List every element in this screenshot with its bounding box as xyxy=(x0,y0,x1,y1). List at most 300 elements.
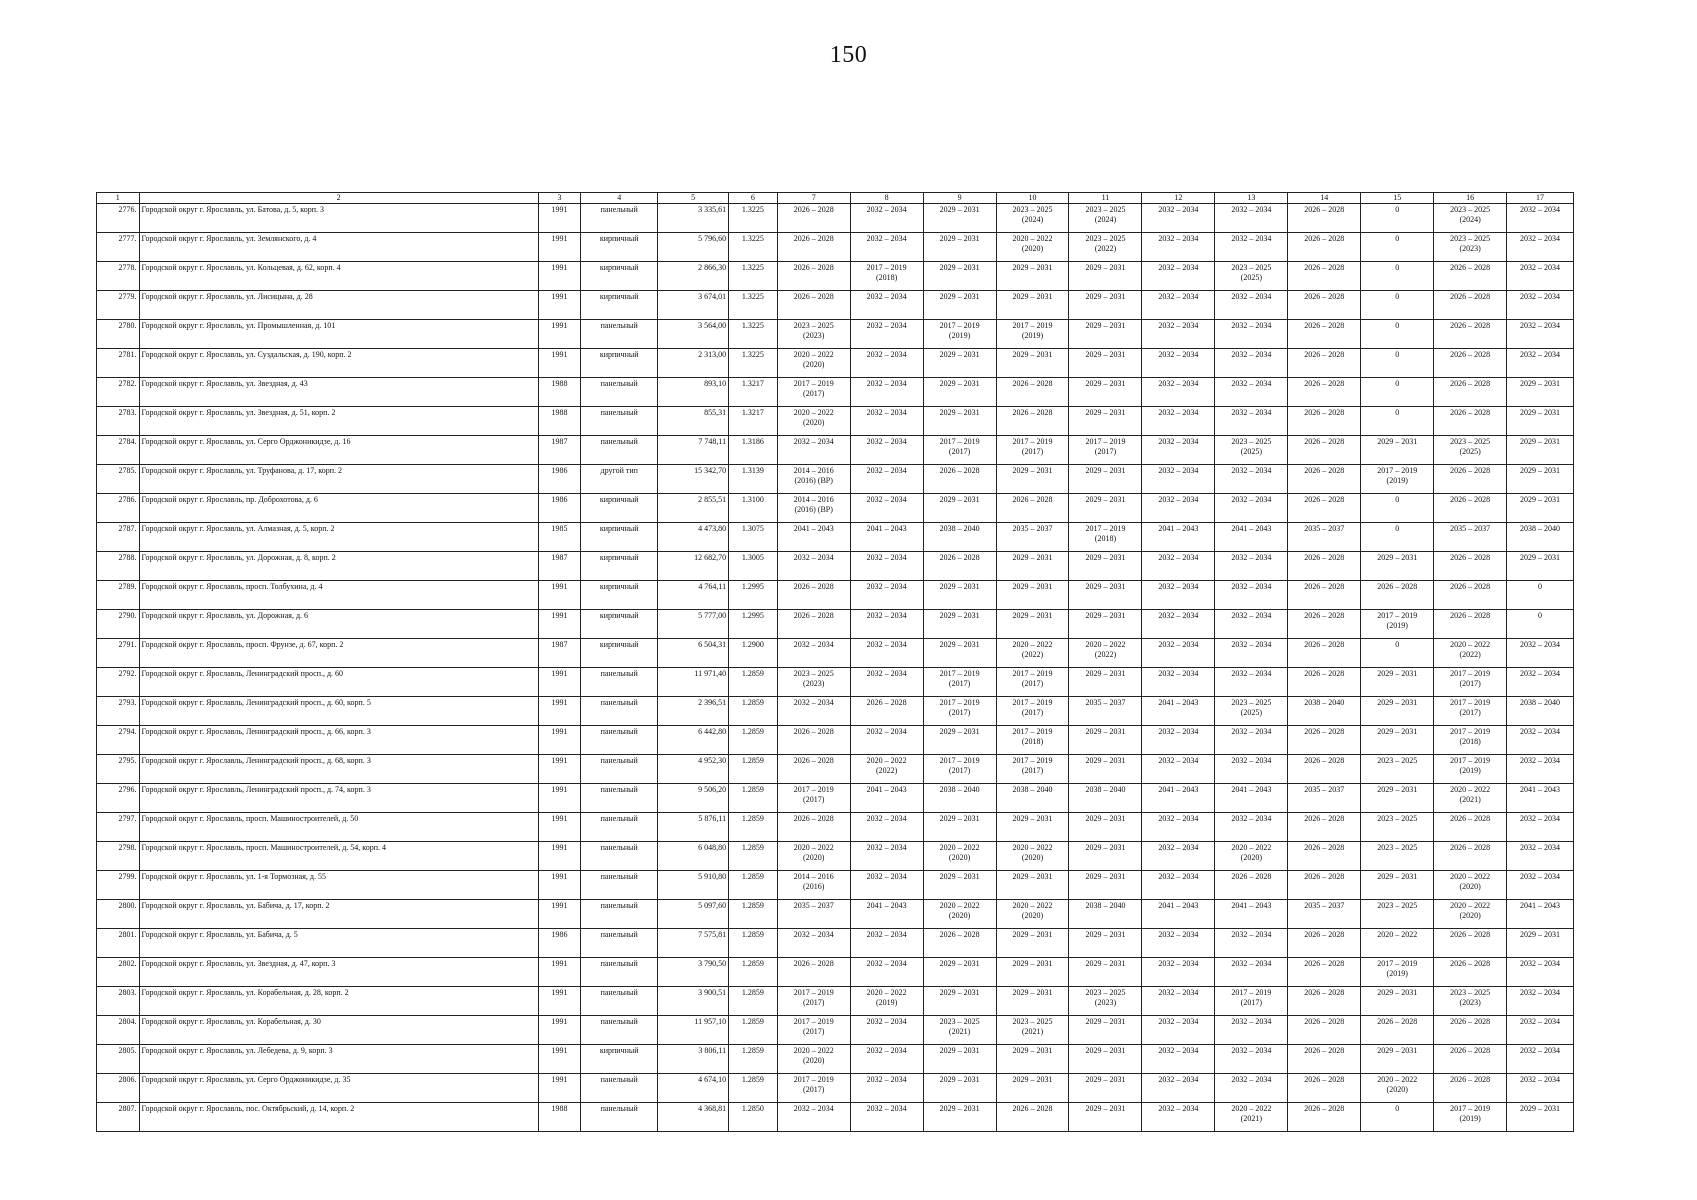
address-cell: Городской округ г. Ярославль, ул. Кольцевая, д. 62, корп. 4 xyxy=(139,262,538,291)
value-cell-col-8: 2041 – 2043 xyxy=(850,900,923,929)
value-cell-col-3: 1991 xyxy=(538,900,581,929)
value-cell-col-6: 1.3225 xyxy=(729,204,778,233)
value-cell-col-9: 2029 – 2031 xyxy=(923,813,996,842)
value-cell-col-14: 2026 – 2028 xyxy=(1288,610,1361,639)
value-cell-col-9: 2038 – 2040 xyxy=(923,784,996,813)
value-cell-col-10: 2026 – 2028 xyxy=(996,494,1069,523)
value-cell-col-7: 2017 – 2019 (2017) xyxy=(777,987,850,1016)
row-number-cell: 2803. xyxy=(97,987,140,1016)
value-cell-col-17: 2038 – 2040 xyxy=(1507,523,1574,552)
value-cell-col-14: 2026 – 2028 xyxy=(1288,1103,1361,1132)
value-cell-col-14: 2026 – 2028 xyxy=(1288,233,1361,262)
value-cell-col-3: 1991 xyxy=(538,291,581,320)
value-cell-col-13: 2023 – 2025 (2025) xyxy=(1215,697,1288,726)
value-cell-col-14: 2026 – 2028 xyxy=(1288,987,1361,1016)
value-cell-col-12: 2032 – 2034 xyxy=(1142,987,1215,1016)
value-cell-col-8: 2032 – 2034 xyxy=(850,929,923,958)
row-number-cell: 2791. xyxy=(97,639,140,668)
value-cell-col-17: 2038 – 2040 xyxy=(1507,697,1574,726)
address-cell: Городской округ г. Ярославль, ул. Бабича, д. 5 xyxy=(139,929,538,958)
table-row xyxy=(97,204,1574,233)
value-cell-col-16: 2026 – 2028 xyxy=(1434,378,1507,407)
value-cell-col-15: 2020 – 2022 (2020) xyxy=(1361,1074,1434,1103)
value-cell-col-15: 2029 – 2031 xyxy=(1361,436,1434,465)
value-cell-col-17: 0 xyxy=(1507,581,1574,610)
value-cell-col-7: 2020 – 2022 (2020) xyxy=(777,407,850,436)
value-cell-col-12: 2032 – 2034 xyxy=(1142,871,1215,900)
value-cell-col-6: 1.2859 xyxy=(729,958,778,987)
value-cell-col-14: 2026 – 2028 xyxy=(1288,842,1361,871)
value-cell-col-16: 2023 – 2025 (2023) xyxy=(1434,987,1507,1016)
value-cell-col-17: 2032 – 2034 xyxy=(1507,871,1574,900)
value-cell-col-7: 2026 – 2028 xyxy=(777,291,850,320)
value-cell-col-4: кирпичный xyxy=(581,552,658,581)
address-cell: Городской округ г. Ярославль, ул. Дорожная, д. 6 xyxy=(139,610,538,639)
value-cell-col-13: 2032 – 2034 xyxy=(1215,726,1288,755)
value-cell-col-10: 2029 – 2031 xyxy=(996,610,1069,639)
value-cell-col-3: 1991 xyxy=(538,349,581,378)
value-cell-col-6: 1.3225 xyxy=(729,262,778,291)
value-cell-col-9: 2017 – 2019 (2019) xyxy=(923,320,996,349)
area-cell: 5 910,80 xyxy=(658,871,729,900)
value-cell-col-6: 1.2859 xyxy=(729,987,778,1016)
value-cell-col-3: 1991 xyxy=(538,871,581,900)
value-cell-col-13: 2032 – 2034 xyxy=(1215,407,1288,436)
address-cell: Городской округ г. Ярославль, ул. Лисицына, д. 28 xyxy=(139,291,538,320)
value-cell-col-13: 2032 – 2034 xyxy=(1215,552,1288,581)
value-cell-col-3: 1991 xyxy=(538,668,581,697)
value-cell-col-3: 1991 xyxy=(538,1074,581,1103)
value-cell-col-15: 2023 – 2025 xyxy=(1361,900,1434,929)
value-cell-col-6: 1.2859 xyxy=(729,842,778,871)
value-cell-col-16: 2026 – 2028 xyxy=(1434,1074,1507,1103)
value-cell-col-6: 1.2859 xyxy=(729,900,778,929)
address-cell: Городской округ г. Ярославль, ул. Батова, д. 5, корп. 3 xyxy=(139,204,538,233)
value-cell-col-15: 0 xyxy=(1361,1103,1434,1132)
value-cell-col-13: 2023 – 2025 (2025) xyxy=(1215,436,1288,465)
column-number-9: 9 xyxy=(923,193,996,204)
value-cell-col-7: 2026 – 2028 xyxy=(777,233,850,262)
value-cell-col-6: 1.2859 xyxy=(729,1074,778,1103)
value-cell-col-4: панельный xyxy=(581,668,658,697)
value-cell-col-15: 0 xyxy=(1361,349,1434,378)
area-cell: 2 866,30 xyxy=(658,262,729,291)
value-cell-col-17: 2041 – 2043 xyxy=(1507,784,1574,813)
area-cell: 12 682,70 xyxy=(658,552,729,581)
value-cell-col-9: 2029 – 2031 xyxy=(923,291,996,320)
value-cell-col-10: 2029 – 2031 xyxy=(996,1045,1069,1074)
value-cell-col-10: 2029 – 2031 xyxy=(996,813,1069,842)
value-cell-col-12: 2032 – 2034 xyxy=(1142,726,1215,755)
value-cell-col-12: 2032 – 2034 xyxy=(1142,610,1215,639)
value-cell-col-16: 2026 – 2028 xyxy=(1434,552,1507,581)
value-cell-col-14: 2026 – 2028 xyxy=(1288,436,1361,465)
value-cell-col-6: 1.2995 xyxy=(729,610,778,639)
row-number-cell: 2795. xyxy=(97,755,140,784)
address-cell: Городской округ г. Ярославль, ул. Звездная, д. 47, корп. 3 xyxy=(139,958,538,987)
value-cell-col-15: 2026 – 2028 xyxy=(1361,581,1434,610)
value-cell-col-7: 2023 – 2025 (2023) xyxy=(777,320,850,349)
area-cell: 7 575,81 xyxy=(658,929,729,958)
value-cell-col-10: 2020 – 2022 (2020) xyxy=(996,233,1069,262)
value-cell-col-3: 1986 xyxy=(538,494,581,523)
row-number-cell: 2799. xyxy=(97,871,140,900)
value-cell-col-14: 2026 – 2028 xyxy=(1288,871,1361,900)
value-cell-col-16: 2020 – 2022 (2022) xyxy=(1434,639,1507,668)
value-cell-col-16: 2026 – 2028 xyxy=(1434,407,1507,436)
value-cell-col-13: 2032 – 2034 xyxy=(1215,204,1288,233)
table-row xyxy=(97,610,1574,639)
value-cell-col-12: 2032 – 2034 xyxy=(1142,1016,1215,1045)
row-number-cell: 2794. xyxy=(97,726,140,755)
value-cell-col-15: 2029 – 2031 xyxy=(1361,1045,1434,1074)
value-cell-col-9: 2038 – 2040 xyxy=(923,523,996,552)
value-cell-col-4: другой тип xyxy=(581,465,658,494)
value-cell-col-9: 2029 – 2031 xyxy=(923,987,996,1016)
value-cell-col-10: 2020 – 2022 (2022) xyxy=(996,639,1069,668)
value-cell-col-13: 2032 – 2034 xyxy=(1215,958,1288,987)
value-cell-col-4: кирпичный xyxy=(581,262,658,291)
table-row xyxy=(97,900,1574,929)
value-cell-col-4: панельный xyxy=(581,871,658,900)
value-cell-col-12: 2032 – 2034 xyxy=(1142,494,1215,523)
value-cell-col-6: 1.3225 xyxy=(729,349,778,378)
table-row xyxy=(97,465,1574,494)
value-cell-col-8: 2032 – 2034 xyxy=(850,813,923,842)
value-cell-col-15: 0 xyxy=(1361,262,1434,291)
value-cell-col-6: 1.3217 xyxy=(729,378,778,407)
value-cell-col-17: 2032 – 2034 xyxy=(1507,262,1574,291)
value-cell-col-11: 2029 – 2031 xyxy=(1069,871,1142,900)
value-cell-col-17: 2032 – 2034 xyxy=(1507,1016,1574,1045)
value-cell-col-16: 2026 – 2028 xyxy=(1434,349,1507,378)
value-cell-col-16: 2026 – 2028 xyxy=(1434,842,1507,871)
value-cell-col-16: 2017 – 2019 (2019) xyxy=(1434,755,1507,784)
value-cell-col-14: 2026 – 2028 xyxy=(1288,668,1361,697)
value-cell-col-10: 2026 – 2028 xyxy=(996,378,1069,407)
address-cell: Городской округ г. Ярославль, пос. Октябрьский, д. 14, корп. 2 xyxy=(139,1103,538,1132)
value-cell-col-3: 1991 xyxy=(538,262,581,291)
value-cell-col-15: 2023 – 2025 xyxy=(1361,755,1434,784)
value-cell-col-4: панельный xyxy=(581,842,658,871)
column-number-15: 15 xyxy=(1361,193,1434,204)
row-number-cell: 2780. xyxy=(97,320,140,349)
value-cell-col-7: 2032 – 2034 xyxy=(777,1103,850,1132)
value-cell-col-17: 2032 – 2034 xyxy=(1507,639,1574,668)
area-cell: 4 368,81 xyxy=(658,1103,729,1132)
value-cell-col-12: 2041 – 2043 xyxy=(1142,784,1215,813)
table-row xyxy=(97,639,1574,668)
value-cell-col-17: 2032 – 2034 xyxy=(1507,813,1574,842)
address-cell: Городской округ г. Ярославль, ул. Звездная, д. 43 xyxy=(139,378,538,407)
row-number-cell: 2788. xyxy=(97,552,140,581)
value-cell-col-8: 2032 – 2034 xyxy=(850,291,923,320)
address-cell: Городской округ г. Ярославль, ул. Серго Орджоникидзе, д. 35 xyxy=(139,1074,538,1103)
value-cell-col-17: 2032 – 2034 xyxy=(1507,987,1574,1016)
value-cell-col-9: 2017 – 2019 (2017) xyxy=(923,697,996,726)
value-cell-col-12: 2032 – 2034 xyxy=(1142,378,1215,407)
column-number-8: 8 xyxy=(850,193,923,204)
value-cell-col-11: 2029 – 2031 xyxy=(1069,1016,1142,1045)
value-cell-col-7: 2041 – 2043 xyxy=(777,523,850,552)
value-cell-col-11: 2029 – 2031 xyxy=(1069,494,1142,523)
value-cell-col-7: 2026 – 2028 xyxy=(777,204,850,233)
value-cell-col-11: 2029 – 2031 xyxy=(1069,349,1142,378)
column-number-6: 6 xyxy=(729,193,778,204)
address-cell: Городской округ г. Ярославль, ул. Суздальская, д. 190, корп. 2 xyxy=(139,349,538,378)
value-cell-col-17: 2029 – 2031 xyxy=(1507,494,1574,523)
value-cell-col-9: 2029 – 2031 xyxy=(923,610,996,639)
address-cell: Городской округ г. Ярославль, Ленинградский просп., д. 66, корп. 3 xyxy=(139,726,538,755)
value-cell-col-10: 2029 – 2031 xyxy=(996,552,1069,581)
value-cell-col-3: 1991 xyxy=(538,697,581,726)
value-cell-col-10: 2026 – 2028 xyxy=(996,407,1069,436)
value-cell-col-16: 2026 – 2028 xyxy=(1434,262,1507,291)
value-cell-col-16: 2026 – 2028 xyxy=(1434,929,1507,958)
value-cell-col-7: 2014 – 2016 (2016) xyxy=(777,871,850,900)
value-cell-col-14: 2026 – 2028 xyxy=(1288,494,1361,523)
value-cell-col-4: панельный xyxy=(581,1103,658,1132)
value-cell-col-4: панельный xyxy=(581,1074,658,1103)
address-cell: Городской округ г. Ярославль, ул. Серго Орджоникидзе, д. 16 xyxy=(139,436,538,465)
value-cell-col-3: 1986 xyxy=(538,929,581,958)
value-cell-col-13: 2032 – 2034 xyxy=(1215,755,1288,784)
area-cell: 9 506,20 xyxy=(658,784,729,813)
table-row xyxy=(97,871,1574,900)
value-cell-col-9: 2029 – 2031 xyxy=(923,1103,996,1132)
value-cell-col-13: 2032 – 2034 xyxy=(1215,610,1288,639)
value-cell-col-13: 2017 – 2019 (2017) xyxy=(1215,987,1288,1016)
address-cell: Городской округ г. Ярославль, просп. Фрунзе, д. 67, корп. 2 xyxy=(139,639,538,668)
value-cell-col-6: 1.2859 xyxy=(729,1016,778,1045)
table-row xyxy=(97,1103,1574,1132)
value-cell-col-9: 2029 – 2031 xyxy=(923,958,996,987)
value-cell-col-10: 2017 – 2019 (2017) xyxy=(996,755,1069,784)
value-cell-col-16: 2017 – 2019 (2018) xyxy=(1434,726,1507,755)
table-row xyxy=(97,552,1574,581)
address-cell: Городской округ г. Ярославль, ул. Дорожная, д. 8, корп. 2 xyxy=(139,552,538,581)
value-cell-col-10: 2029 – 2031 xyxy=(996,871,1069,900)
area-cell: 3 674,01 xyxy=(658,291,729,320)
value-cell-col-12: 2032 – 2034 xyxy=(1142,639,1215,668)
address-cell: Городской округ г. Ярославль, ул. Звездная, д. 51, корп. 2 xyxy=(139,407,538,436)
value-cell-col-6: 1.3217 xyxy=(729,407,778,436)
value-cell-col-17: 2032 – 2034 xyxy=(1507,1074,1574,1103)
value-cell-col-3: 1991 xyxy=(538,755,581,784)
area-cell: 2 855,51 xyxy=(658,494,729,523)
value-cell-col-11: 2029 – 2031 xyxy=(1069,1103,1142,1132)
value-cell-col-7: 2026 – 2028 xyxy=(777,813,850,842)
value-cell-col-13: 2041 – 2043 xyxy=(1215,784,1288,813)
value-cell-col-14: 2026 – 2028 xyxy=(1288,204,1361,233)
value-cell-col-15: 2029 – 2031 xyxy=(1361,697,1434,726)
value-cell-col-13: 2032 – 2034 xyxy=(1215,1045,1288,1074)
value-cell-col-15: 0 xyxy=(1361,204,1434,233)
value-cell-col-17: 2032 – 2034 xyxy=(1507,291,1574,320)
value-cell-col-10: 2020 – 2022 (2020) xyxy=(996,842,1069,871)
value-cell-col-4: кирпичный xyxy=(581,581,658,610)
value-cell-col-4: панельный xyxy=(581,987,658,1016)
value-cell-col-4: кирпичный xyxy=(581,233,658,262)
value-cell-col-8: 2032 – 2034 xyxy=(850,581,923,610)
value-cell-col-13: 2041 – 2043 xyxy=(1215,523,1288,552)
value-cell-col-13: 2020 – 2022 (2021) xyxy=(1215,1103,1288,1132)
value-cell-col-7: 2032 – 2034 xyxy=(777,697,850,726)
value-cell-col-11: 2029 – 2031 xyxy=(1069,581,1142,610)
value-cell-col-9: 2026 – 2028 xyxy=(923,465,996,494)
value-cell-col-17: 2041 – 2043 xyxy=(1507,900,1574,929)
column-number-17: 17 xyxy=(1507,193,1574,204)
value-cell-col-6: 1.3225 xyxy=(729,291,778,320)
column-number-13: 13 xyxy=(1215,193,1288,204)
value-cell-col-15: 0 xyxy=(1361,494,1434,523)
value-cell-col-13: 2032 – 2034 xyxy=(1215,465,1288,494)
value-cell-col-11: 2029 – 2031 xyxy=(1069,407,1142,436)
value-cell-col-7: 2032 – 2034 xyxy=(777,552,850,581)
value-cell-col-6: 1.3225 xyxy=(729,320,778,349)
value-cell-col-14: 2026 – 2028 xyxy=(1288,465,1361,494)
value-cell-col-6: 1.3100 xyxy=(729,494,778,523)
value-cell-col-12: 2032 – 2034 xyxy=(1142,1045,1215,1074)
value-cell-col-8: 2041 – 2043 xyxy=(850,784,923,813)
value-cell-col-6: 1.2859 xyxy=(729,871,778,900)
value-cell-col-9: 2020 – 2022 (2020) xyxy=(923,842,996,871)
address-cell: Городской округ г. Ярославль, Ленинградский просп., д. 60, корп. 5 xyxy=(139,697,538,726)
value-cell-col-14: 2026 – 2028 xyxy=(1288,755,1361,784)
area-cell: 2 313,00 xyxy=(658,349,729,378)
value-cell-col-12: 2032 – 2034 xyxy=(1142,552,1215,581)
value-cell-col-11: 2023 – 2025 (2023) xyxy=(1069,987,1142,1016)
value-cell-col-16: 2026 – 2028 xyxy=(1434,465,1507,494)
value-cell-col-17: 2032 – 2034 xyxy=(1507,1045,1574,1074)
value-cell-col-16: 2023 – 2025 (2024) xyxy=(1434,204,1507,233)
row-number-cell: 2789. xyxy=(97,581,140,610)
value-cell-col-12: 2032 – 2034 xyxy=(1142,929,1215,958)
value-cell-col-3: 1988 xyxy=(538,1103,581,1132)
value-cell-col-9: 2029 – 2031 xyxy=(923,349,996,378)
value-cell-col-16: 2026 – 2028 xyxy=(1434,958,1507,987)
area-cell: 5 876,11 xyxy=(658,813,729,842)
value-cell-col-13: 2032 – 2034 xyxy=(1215,494,1288,523)
page-number: 150 xyxy=(829,42,868,68)
row-number-cell: 2798. xyxy=(97,842,140,871)
value-cell-col-8: 2032 – 2034 xyxy=(850,320,923,349)
column-number-2: 2 xyxy=(139,193,538,204)
value-cell-col-15: 2017 – 2019 (2019) xyxy=(1361,958,1434,987)
value-cell-col-4: панельный xyxy=(581,436,658,465)
value-cell-col-9: 2017 – 2019 (2017) xyxy=(923,436,996,465)
value-cell-col-8: 2032 – 2034 xyxy=(850,842,923,871)
value-cell-col-8: 2026 – 2028 xyxy=(850,697,923,726)
value-cell-col-3: 1991 xyxy=(538,1016,581,1045)
area-cell: 4 764,11 xyxy=(658,581,729,610)
value-cell-col-7: 2017 – 2019 (2017) xyxy=(777,378,850,407)
value-cell-col-17: 2032 – 2034 xyxy=(1507,233,1574,262)
value-cell-col-10: 2017 – 2019 (2017) xyxy=(996,668,1069,697)
value-cell-col-15: 2029 – 2031 xyxy=(1361,871,1434,900)
value-cell-col-4: панельный xyxy=(581,204,658,233)
row-number-cell: 2781. xyxy=(97,349,140,378)
value-cell-col-4: кирпичный xyxy=(581,610,658,639)
value-cell-col-13: 2032 – 2034 xyxy=(1215,320,1288,349)
value-cell-col-17: 2029 – 2031 xyxy=(1507,407,1574,436)
value-cell-col-15: 0 xyxy=(1361,407,1434,436)
value-cell-col-11: 2038 – 2040 xyxy=(1069,784,1142,813)
address-cell: Городской округ г. Ярославль, ул. Лебедева, д. 9, корп. 3 xyxy=(139,1045,538,1074)
area-cell: 4 952,30 xyxy=(658,755,729,784)
value-cell-col-12: 2032 – 2034 xyxy=(1142,320,1215,349)
value-cell-col-13: 2032 – 2034 xyxy=(1215,668,1288,697)
value-cell-col-8: 2032 – 2034 xyxy=(850,1074,923,1103)
value-cell-col-8: 2032 – 2034 xyxy=(850,204,923,233)
value-cell-col-9: 2026 – 2028 xyxy=(923,929,996,958)
value-cell-col-4: панельный xyxy=(581,784,658,813)
value-cell-col-11: 2017 – 2019 (2018) xyxy=(1069,523,1142,552)
value-cell-col-17: 2029 – 2031 xyxy=(1507,1103,1574,1132)
value-cell-col-14: 2026 – 2028 xyxy=(1288,958,1361,987)
area-cell: 893,10 xyxy=(658,378,729,407)
value-cell-col-4: кирпичный xyxy=(581,1045,658,1074)
area-cell: 6 048,80 xyxy=(658,842,729,871)
value-cell-col-3: 1988 xyxy=(538,378,581,407)
row-number-cell: 2776. xyxy=(97,204,140,233)
value-cell-col-7: 2020 – 2022 (2020) xyxy=(777,349,850,378)
value-cell-col-8: 2032 – 2034 xyxy=(850,726,923,755)
value-cell-col-7: 2026 – 2028 xyxy=(777,755,850,784)
value-cell-col-10: 2029 – 2031 xyxy=(996,929,1069,958)
value-cell-col-15: 2026 – 2028 xyxy=(1361,1016,1434,1045)
value-cell-col-15: 2029 – 2031 xyxy=(1361,784,1434,813)
value-cell-col-13: 2032 – 2034 xyxy=(1215,1074,1288,1103)
value-cell-col-7: 2017 – 2019 (2017) xyxy=(777,1074,850,1103)
value-cell-col-6: 1.3225 xyxy=(729,233,778,262)
value-cell-col-9: 2029 – 2031 xyxy=(923,639,996,668)
row-number-cell: 2784. xyxy=(97,436,140,465)
value-cell-col-10: 2029 – 2031 xyxy=(996,987,1069,1016)
value-cell-col-12: 2032 – 2034 xyxy=(1142,407,1215,436)
column-number-12: 12 xyxy=(1142,193,1215,204)
value-cell-col-16: 2017 – 2019 (2017) xyxy=(1434,668,1507,697)
value-cell-col-10: 2023 – 2025 (2021) xyxy=(996,1016,1069,1045)
value-cell-col-9: 2029 – 2031 xyxy=(923,726,996,755)
table-row xyxy=(97,1016,1574,1045)
table-row xyxy=(97,407,1574,436)
value-cell-col-9: 2029 – 2031 xyxy=(923,871,996,900)
value-cell-col-3: 1991 xyxy=(538,958,581,987)
value-cell-col-10: 2023 – 2025 (2024) xyxy=(996,204,1069,233)
table-row xyxy=(97,233,1574,262)
value-cell-col-7: 2035 – 2037 xyxy=(777,900,850,929)
value-cell-col-12: 2041 – 2043 xyxy=(1142,900,1215,929)
value-cell-col-9: 2017 – 2019 (2017) xyxy=(923,668,996,697)
table-row xyxy=(97,697,1574,726)
address-cell: Городской округ г. Ярославль, ул. Промышленная, д. 101 xyxy=(139,320,538,349)
value-cell-col-17: 2032 – 2034 xyxy=(1507,755,1574,784)
value-cell-col-11: 2029 – 2031 xyxy=(1069,813,1142,842)
value-cell-col-12: 2041 – 2043 xyxy=(1142,697,1215,726)
value-cell-col-10: 2029 – 2031 xyxy=(996,581,1069,610)
value-cell-col-9: 2029 – 2031 xyxy=(923,378,996,407)
row-number-cell: 2797. xyxy=(97,813,140,842)
row-number-cell: 2802. xyxy=(97,958,140,987)
value-cell-col-15: 0 xyxy=(1361,378,1434,407)
address-cell: Городской округ г. Ярославль, просп. Толбухина, д. 4 xyxy=(139,581,538,610)
address-cell: Городской округ г. Ярославль, Ленинградский просп., д. 74, корп. 3 xyxy=(139,784,538,813)
value-cell-col-13: 2032 – 2034 xyxy=(1215,291,1288,320)
value-cell-col-9: 2017 – 2019 (2017) xyxy=(923,755,996,784)
value-cell-col-17: 2029 – 2031 xyxy=(1507,465,1574,494)
value-cell-col-7: 2026 – 2028 xyxy=(777,726,850,755)
